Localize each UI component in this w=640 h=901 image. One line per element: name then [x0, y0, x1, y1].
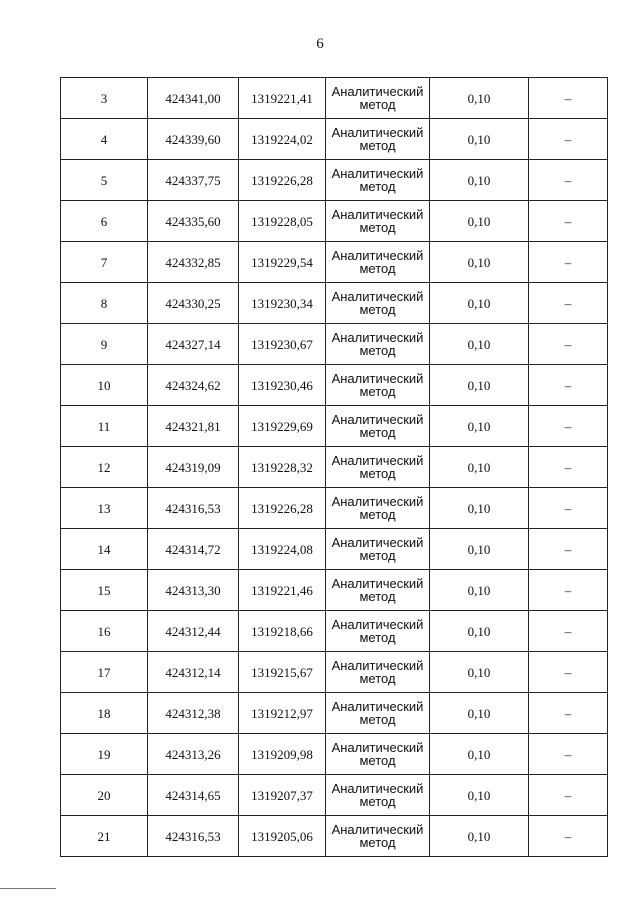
method-line-1: Аналитический — [331, 125, 424, 140]
method-line-1: Аналитический — [331, 535, 424, 550]
x-coordinate-cell: 424316,53 — [148, 488, 239, 529]
accuracy-cell: 0,10 — [430, 816, 529, 857]
x-coordinate-cell: 424332,85 — [148, 242, 239, 283]
method-line-1: Аналитический — [331, 207, 424, 222]
table-row — [61, 242, 608, 283]
method-line-2: метод — [359, 261, 396, 276]
y-coordinate-cell: 1319205,06 — [239, 816, 326, 857]
y-coordinate-cell: 1319209,98 — [239, 734, 326, 775]
method-cell — [326, 652, 430, 693]
note-cell: – — [529, 242, 608, 283]
method-line-1: Аналитический — [331, 166, 424, 181]
method-line-2: метод — [359, 466, 396, 481]
y-coordinate-cell: 1319230,67 — [239, 324, 326, 365]
point-number-cell: 6 — [61, 201, 148, 242]
method-line-2: метод — [359, 343, 396, 358]
method-line-2: метод — [359, 835, 396, 850]
method-line-2: метод — [359, 794, 396, 809]
point-number-cell: 5 — [61, 160, 148, 201]
method-line-2: метод — [359, 384, 396, 399]
point-number-cell: 16 — [61, 611, 148, 652]
point-number-cell: 17 — [61, 652, 148, 693]
method-line-2: метод — [359, 507, 396, 522]
accuracy-cell: 0,10 — [430, 447, 529, 488]
x-coordinate-cell: 424337,75 — [148, 160, 239, 201]
accuracy-cell: 0,10 — [430, 406, 529, 447]
table-row — [61, 160, 608, 201]
method-cell — [326, 447, 430, 488]
y-coordinate-cell: 1319221,41 — [239, 78, 326, 119]
method-line-2: метод — [359, 548, 396, 563]
table-row — [61, 816, 608, 857]
method-cell — [326, 529, 430, 570]
point-number-cell: 9 — [61, 324, 148, 365]
method-line-1: Аналитический — [331, 453, 424, 468]
note-cell: – — [529, 406, 608, 447]
note-cell: – — [529, 78, 608, 119]
method-cell — [326, 611, 430, 652]
note-cell: – — [529, 816, 608, 857]
method-line-1: Аналитический — [331, 371, 424, 386]
method-line-2: метод — [359, 425, 396, 440]
method-cell — [326, 201, 430, 242]
table-row — [61, 693, 608, 734]
note-cell: – — [529, 529, 608, 570]
note-cell: – — [529, 734, 608, 775]
x-coordinate-cell: 424312,38 — [148, 693, 239, 734]
method-line-2: метод — [359, 753, 396, 768]
method-line-1: Аналитический — [331, 699, 424, 714]
x-coordinate-cell: 424314,72 — [148, 529, 239, 570]
accuracy-cell: 0,10 — [430, 611, 529, 652]
y-coordinate-cell: 1319228,32 — [239, 447, 326, 488]
method-cell — [326, 775, 430, 816]
note-cell: – — [529, 119, 608, 160]
method-line-2: метод — [359, 220, 396, 235]
accuracy-cell: 0,10 — [430, 734, 529, 775]
note-cell: – — [529, 283, 608, 324]
x-coordinate-cell: 424313,26 — [148, 734, 239, 775]
accuracy-cell: 0,10 — [430, 283, 529, 324]
point-number-cell: 4 — [61, 119, 148, 160]
table-row — [61, 201, 608, 242]
method-cell — [326, 816, 430, 857]
coordinates-table-body — [61, 78, 608, 857]
method-cell — [326, 488, 430, 529]
x-coordinate-cell: 424341,00 — [148, 78, 239, 119]
point-number-cell: 8 — [61, 283, 148, 324]
method-cell — [326, 693, 430, 734]
y-coordinate-cell: 1319230,34 — [239, 283, 326, 324]
method-cell — [326, 283, 430, 324]
method-line-1: Аналитический — [331, 822, 424, 837]
x-coordinate-cell: 424335,60 — [148, 201, 239, 242]
accuracy-cell: 0,10 — [430, 693, 529, 734]
table-row — [61, 529, 608, 570]
accuracy-cell: 0,10 — [430, 201, 529, 242]
method-line-2: метод — [359, 302, 396, 317]
y-coordinate-cell: 1319224,08 — [239, 529, 326, 570]
y-coordinate-cell: 1319215,67 — [239, 652, 326, 693]
note-cell: – — [529, 652, 608, 693]
method-line-2: метод — [359, 97, 396, 112]
y-coordinate-cell: 1319226,28 — [239, 160, 326, 201]
x-coordinate-cell: 424316,53 — [148, 816, 239, 857]
note-cell: – — [529, 775, 608, 816]
method-line-2: метод — [359, 138, 396, 153]
table-row — [61, 365, 608, 406]
x-coordinate-cell: 424324,62 — [148, 365, 239, 406]
x-coordinate-cell: 424319,09 — [148, 447, 239, 488]
method-cell — [326, 324, 430, 365]
method-line-1: Аналитический — [331, 740, 424, 755]
table-row — [61, 447, 608, 488]
accuracy-cell: 0,10 — [430, 488, 529, 529]
table-row — [61, 570, 608, 611]
method-cell — [326, 570, 430, 611]
method-line-2: метод — [359, 712, 396, 727]
accuracy-cell: 0,10 — [430, 570, 529, 611]
point-number-cell: 7 — [61, 242, 148, 283]
y-coordinate-cell: 1319229,69 — [239, 406, 326, 447]
y-coordinate-cell: 1319212,97 — [239, 693, 326, 734]
y-coordinate-cell: 1319229,54 — [239, 242, 326, 283]
y-coordinate-cell: 1319221,46 — [239, 570, 326, 611]
table-row — [61, 119, 608, 160]
method-cell — [326, 734, 430, 775]
point-number-cell: 15 — [61, 570, 148, 611]
point-number-cell: 19 — [61, 734, 148, 775]
accuracy-cell: 0,10 — [430, 78, 529, 119]
method-cell — [326, 160, 430, 201]
accuracy-cell: 0,10 — [430, 324, 529, 365]
method-cell — [326, 119, 430, 160]
accuracy-cell: 0,10 — [430, 365, 529, 406]
method-cell — [326, 365, 430, 406]
point-number-cell: 10 — [61, 365, 148, 406]
y-coordinate-cell: 1319218,66 — [239, 611, 326, 652]
x-coordinate-cell: 424321,81 — [148, 406, 239, 447]
note-cell: – — [529, 324, 608, 365]
y-coordinate-cell: 1319230,46 — [239, 365, 326, 406]
accuracy-cell: 0,10 — [430, 160, 529, 201]
note-cell: – — [529, 365, 608, 406]
method-line-2: метод — [359, 630, 396, 645]
point-number-cell: 20 — [61, 775, 148, 816]
x-coordinate-cell: 424339,60 — [148, 119, 239, 160]
x-coordinate-cell: 424327,14 — [148, 324, 239, 365]
accuracy-cell: 0,10 — [430, 119, 529, 160]
method-line-1: Аналитический — [331, 658, 424, 673]
page-number: 6 — [316, 36, 324, 52]
table-row — [61, 734, 608, 775]
accuracy-cell: 0,10 — [430, 652, 529, 693]
y-coordinate-cell: 1319228,05 — [239, 201, 326, 242]
scan-edge-mark — [0, 888, 56, 889]
note-cell: – — [529, 693, 608, 734]
method-line-2: метод — [359, 179, 396, 194]
table-row — [61, 283, 608, 324]
method-line-1: Аналитический — [331, 330, 424, 345]
note-cell: – — [529, 611, 608, 652]
table-row — [61, 324, 608, 365]
note-cell: – — [529, 570, 608, 611]
method-line-1: Аналитический — [331, 781, 424, 796]
method-line-1: Аналитический — [331, 289, 424, 304]
method-cell — [326, 242, 430, 283]
table-row — [61, 775, 608, 816]
x-coordinate-cell: 424312,14 — [148, 652, 239, 693]
method-line-2: метод — [359, 589, 396, 604]
y-coordinate-cell: 1319207,37 — [239, 775, 326, 816]
method-line-1: Аналитический — [331, 412, 424, 427]
note-cell: – — [529, 447, 608, 488]
note-cell: – — [529, 488, 608, 529]
table-row — [61, 406, 608, 447]
method-line-1: Аналитический — [331, 248, 424, 263]
coordinates-table — [60, 77, 608, 857]
method-line-1: Аналитический — [331, 576, 424, 591]
note-cell: – — [529, 160, 608, 201]
x-coordinate-cell: 424313,30 — [148, 570, 239, 611]
point-number-cell: 18 — [61, 693, 148, 734]
x-coordinate-cell: 424312,44 — [148, 611, 239, 652]
accuracy-cell: 0,10 — [430, 242, 529, 283]
accuracy-cell: 0,10 — [430, 529, 529, 570]
method-cell — [326, 406, 430, 447]
method-line-1: Аналитический — [331, 84, 424, 99]
point-number-cell: 3 — [61, 78, 148, 119]
y-coordinate-cell: 1319224,02 — [239, 119, 326, 160]
point-number-cell: 21 — [61, 816, 148, 857]
x-coordinate-cell: 424330,25 — [148, 283, 239, 324]
accuracy-cell: 0,10 — [430, 775, 529, 816]
point-number-cell: 12 — [61, 447, 148, 488]
x-coordinate-cell: 424314,65 — [148, 775, 239, 816]
point-number-cell: 13 — [61, 488, 148, 529]
method-line-1: Аналитический — [331, 494, 424, 509]
table-row — [61, 611, 608, 652]
method-cell — [326, 78, 430, 119]
point-number-cell: 14 — [61, 529, 148, 570]
method-line-1: Аналитический — [331, 617, 424, 632]
table-row — [61, 78, 608, 119]
note-cell: – — [529, 201, 608, 242]
point-number-cell: 11 — [61, 406, 148, 447]
method-line-2: метод — [359, 671, 396, 686]
table-row — [61, 488, 608, 529]
y-coordinate-cell: 1319226,28 — [239, 488, 326, 529]
table-row — [61, 652, 608, 693]
